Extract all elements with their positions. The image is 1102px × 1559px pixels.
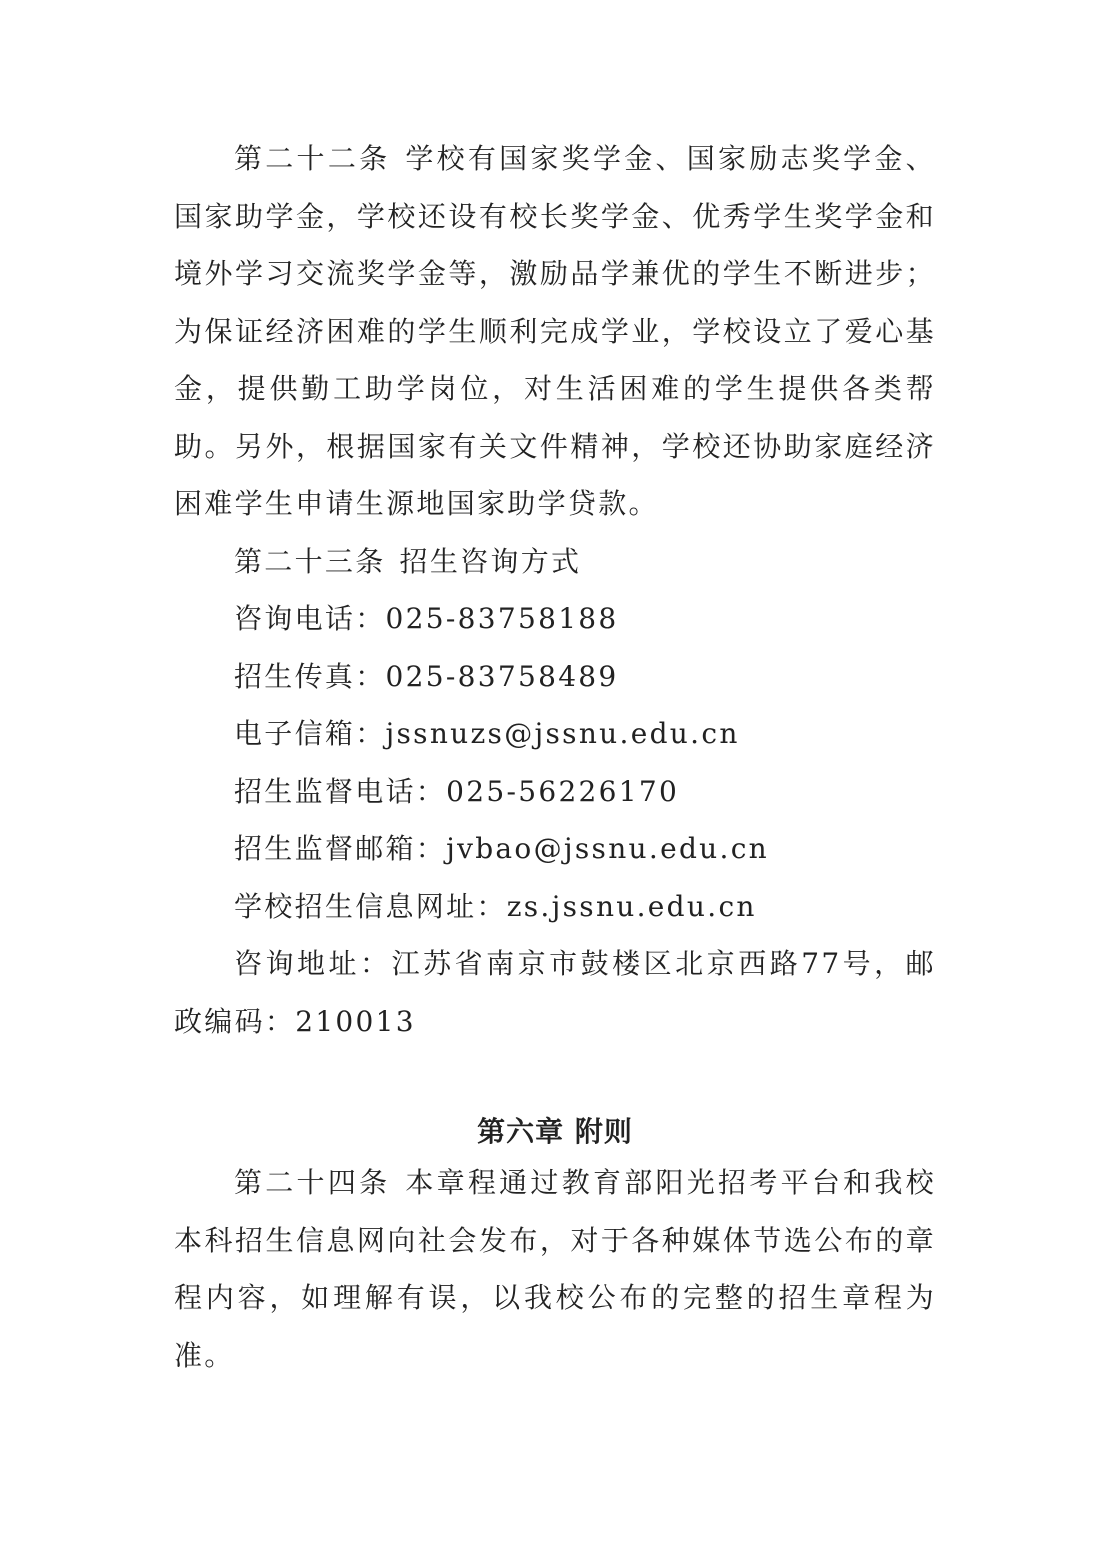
supervision-phone-line [174, 763, 936, 821]
supervision-phone-label: 招生监督电话： [234, 774, 447, 808]
contact-fax-label: 招生传真： [234, 659, 386, 693]
supervision-email-line [174, 820, 936, 878]
article-23-heading [174, 533, 936, 591]
article-23-title: 招生咨询方式 [399, 544, 582, 578]
contact-email-label: 电子信箱： [234, 717, 386, 750]
article-23-label: 第二十三条 [234, 544, 386, 578]
chapter-6-title: 第六章 附则 [477, 1115, 633, 1148]
contact-email-line [174, 705, 936, 763]
supervision-phone-value: 025-56226170 [446, 774, 680, 808]
document-page [174, 130, 936, 1384]
supervision-email-value: jvbao@jssnu.edu.cn [446, 832, 770, 865]
contact-phone-line [174, 590, 936, 648]
address-label: 咨询地址： [234, 947, 392, 980]
website-label: 学校招生信息网址： [234, 889, 507, 923]
supervision-email-label: 招生监督邮箱： [234, 832, 447, 865]
address-value: 江苏省南京市鼓楼区北京西路77号，邮政编码：210013 [174, 947, 936, 1038]
contact-phone-value: 025-83758188 [385, 602, 619, 635]
article-24-label: 第二十四条 [234, 1166, 391, 1199]
contact-email-value: jssnuzs@jssnu.edu.cn [385, 717, 740, 750]
contact-fax-value: 025-83758489 [385, 659, 619, 693]
article-22-label: 第二十二条 [234, 142, 391, 175]
article-24-text: 本章程通过教育部阳光招考平台和我校本科招生信息网向社会发布，对于各种媒体节选公布的章程内容，如理解有误，以我校公布的完整的招生章程为准。 [174, 1166, 936, 1372]
article-22-paragraph [174, 130, 936, 533]
contact-fax-line [174, 648, 936, 706]
contact-phone-label: 咨询电话： [234, 602, 386, 635]
address-paragraph [174, 935, 936, 1050]
article-22-text: 学校有国家奖学金、国家励志奖学金、国家助学金，学校还设有校长奖学金、优秀学生奖学金和境外学习交流奖学金等，激励品学兼优的学生不断进步；为保证经济困难的学生顺利完成学业，学校设立了爱心基金，提供勤工助学岗位，对生活困难的学生提供各类帮助。另外，根据国家有关文件精神，学校还协助家庭经济困难学生申请生源地国家助学贷款。 [174, 142, 936, 520]
website-line [174, 878, 936, 936]
article-24-paragraph [174, 1154, 936, 1384]
website-value: zs.jssnu.edu.cn [506, 889, 757, 923]
